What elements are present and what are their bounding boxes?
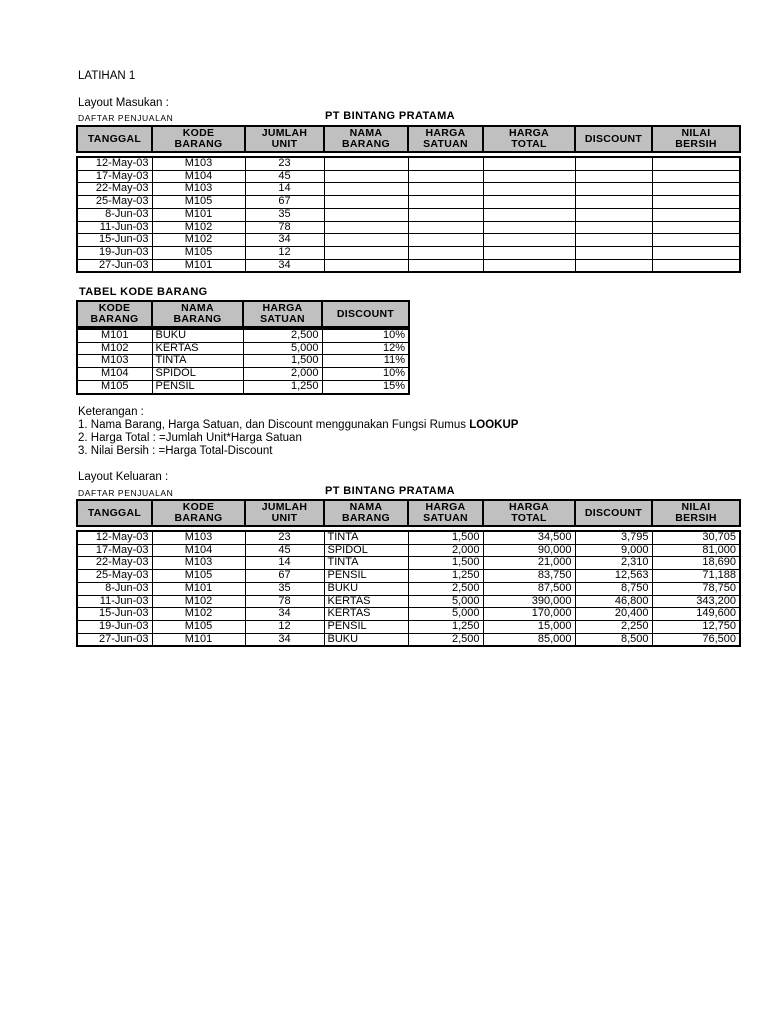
table-cell: 8-Jun-03 <box>77 208 152 221</box>
table-cell: 12-May-03 <box>77 531 152 544</box>
table-row <box>77 557 740 570</box>
note-2: 2. Harga Total : =Jumlah Unit*Harga Satuan <box>78 432 302 444</box>
table-cell: 35 <box>245 582 324 595</box>
table-cell <box>408 221 483 234</box>
table-cell: 76,500 <box>652 633 740 646</box>
table-cell <box>483 259 575 272</box>
table-cell: 12% <box>322 342 409 355</box>
table-row <box>77 570 740 583</box>
note-1-bold: LOOKUP <box>469 419 519 431</box>
header-cell: NAMA BARANG <box>152 301 243 327</box>
table-cell: M104 <box>77 368 152 381</box>
table-row <box>77 183 740 196</box>
table-cell: 14 <box>245 557 324 570</box>
table-cell: 9,000 <box>575 544 652 557</box>
table-cell: 170,000 <box>483 608 575 621</box>
code-table-header <box>76 300 410 328</box>
table-cell: 34 <box>245 608 324 621</box>
table-cell <box>324 170 408 183</box>
table-cell: 85,000 <box>483 633 575 646</box>
table-cell: 15-Jun-03 <box>77 234 152 247</box>
table-cell: M103 <box>77 355 152 368</box>
table-cell: 8,750 <box>575 582 652 595</box>
table-cell <box>324 221 408 234</box>
table-cell: 1,500 <box>408 557 483 570</box>
table-cell: M105 <box>152 196 245 209</box>
table-cell <box>324 196 408 209</box>
table-cell <box>408 259 483 272</box>
table-cell: 34 <box>245 633 324 646</box>
table-cell: 5,000 <box>408 608 483 621</box>
table-cell: M102 <box>152 234 245 247</box>
header-cell: HARGA TOTAL <box>483 500 575 526</box>
table-cell <box>575 196 652 209</box>
company-name: PT BINTANG PRATAMA <box>325 110 456 122</box>
table-row <box>77 329 409 342</box>
table-cell <box>483 246 575 259</box>
table-cell: 343,200 <box>652 595 740 608</box>
table-cell: 1,250 <box>243 380 322 393</box>
table-cell: PENSIL <box>324 620 408 633</box>
header-cell: KODE BARANG <box>77 301 152 327</box>
table-row <box>77 595 740 608</box>
table-cell <box>575 170 652 183</box>
table-cell: 23 <box>245 157 324 170</box>
table-cell <box>408 183 483 196</box>
code-table <box>76 328 410 395</box>
table-cell: 17-May-03 <box>77 544 152 557</box>
output-header-row <box>77 500 740 526</box>
table-cell: 71,188 <box>652 570 740 583</box>
header-cell: NILAI BERSIH <box>652 126 740 152</box>
table-cell: KERTAS <box>152 342 243 355</box>
table-cell: 22-May-03 <box>77 557 152 570</box>
table-row <box>77 380 409 393</box>
table-cell: 19-Jun-03 <box>77 246 152 259</box>
table-cell: 17-May-03 <box>77 170 152 183</box>
table-cell: 12-May-03 <box>77 157 152 170</box>
header-cell: HARGA SATUAN <box>243 301 322 327</box>
header-cell: KODE BARANG <box>152 500 245 526</box>
table-cell: KERTAS <box>324 608 408 621</box>
table-cell: 78 <box>245 595 324 608</box>
table-cell: 18,690 <box>652 557 740 570</box>
table-cell: 25-May-03 <box>77 196 152 209</box>
table-cell <box>575 259 652 272</box>
table-cell: TINTA <box>324 531 408 544</box>
sales-list-label: DAFTAR PENJUALAN <box>78 113 174 123</box>
table-cell: 11% <box>322 355 409 368</box>
table-cell: M104 <box>152 170 245 183</box>
table-cell <box>324 259 408 272</box>
table-row <box>77 633 740 646</box>
table-cell: 27-Jun-03 <box>77 259 152 272</box>
table-cell <box>575 157 652 170</box>
note-3: 3. Nilai Bersih : =Harga Total-Discount <box>78 445 273 457</box>
table-cell: 2,500 <box>408 633 483 646</box>
table-cell <box>324 183 408 196</box>
table-cell <box>575 246 652 259</box>
header-cell: DISCOUNT <box>322 301 409 327</box>
table-row <box>77 259 740 272</box>
table-cell: 81,000 <box>652 544 740 557</box>
table-cell: M102 <box>77 342 152 355</box>
note-1-text: 1. Nama Barang, Harga Satuan, dan Discount menggunakan Fungsi Rumus <box>78 419 467 431</box>
table-cell: 46,800 <box>575 595 652 608</box>
header-cell: TANGGAL <box>77 500 152 526</box>
input-header-row <box>77 126 740 152</box>
table-cell <box>483 157 575 170</box>
table-cell <box>575 208 652 221</box>
table-cell: 10% <box>322 329 409 342</box>
table-cell: 15% <box>322 380 409 393</box>
table-cell: 87,500 <box>483 582 575 595</box>
header-cell: TANGGAL <box>77 126 152 152</box>
table-cell: 11-Jun-03 <box>77 221 152 234</box>
table-cell: 34,500 <box>483 531 575 544</box>
table-cell: 11-Jun-03 <box>77 595 152 608</box>
header-cell: HARGA TOTAL <box>483 126 575 152</box>
table-row <box>77 544 740 557</box>
table-cell: 78 <box>245 221 324 234</box>
table-cell <box>483 208 575 221</box>
input-table <box>76 156 741 273</box>
table-cell: 3,795 <box>575 531 652 544</box>
table-cell <box>652 246 740 259</box>
table-cell <box>324 157 408 170</box>
table-cell: 12,563 <box>575 570 652 583</box>
table-cell: M103 <box>152 183 245 196</box>
table-cell <box>408 157 483 170</box>
table-row <box>77 208 740 221</box>
table-cell: M102 <box>152 221 245 234</box>
header-cell: HARGA SATUAN <box>408 126 483 152</box>
table-cell: 45 <box>245 544 324 557</box>
input-table-header <box>76 125 741 153</box>
table-cell <box>575 234 652 247</box>
table-cell: 8-Jun-03 <box>77 582 152 595</box>
table-cell: M102 <box>152 608 245 621</box>
table-cell: 30,705 <box>652 531 740 544</box>
table-cell <box>408 234 483 247</box>
exercise-title: LATIHAN 1 <box>78 70 136 82</box>
table-row <box>77 582 740 595</box>
table-cell <box>324 246 408 259</box>
code-table-title: TABEL KODE BARANG <box>79 286 208 298</box>
table-row <box>77 170 740 183</box>
table-cell: M103 <box>152 531 245 544</box>
table-cell: 35 <box>245 208 324 221</box>
table-cell: 78,750 <box>652 582 740 595</box>
table-cell: TINTA <box>324 557 408 570</box>
table-cell: 21,000 <box>483 557 575 570</box>
table-cell <box>575 183 652 196</box>
table-cell: 2,500 <box>243 329 322 342</box>
table-cell: 1,500 <box>243 355 322 368</box>
table-cell: 34 <box>245 234 324 247</box>
table-cell: BUKU <box>152 329 243 342</box>
table-cell: 83,750 <box>483 570 575 583</box>
table-cell <box>483 170 575 183</box>
table-cell: 25-May-03 <box>77 570 152 583</box>
table-cell: 19-Jun-03 <box>77 620 152 633</box>
table-cell: KERTAS <box>324 595 408 608</box>
table-cell: 34 <box>245 259 324 272</box>
table-cell <box>652 170 740 183</box>
table-cell: 90,000 <box>483 544 575 557</box>
table-cell <box>652 208 740 221</box>
table-cell: M105 <box>152 246 245 259</box>
table-cell: PENSIL <box>152 380 243 393</box>
table-cell: 2,310 <box>575 557 652 570</box>
table-cell <box>652 196 740 209</box>
table-cell: M101 <box>77 329 152 342</box>
output-layout-label: Layout Keluaran : <box>78 471 169 483</box>
table-cell: M103 <box>152 157 245 170</box>
company-name-2: PT BINTANG PRATAMA <box>325 485 456 497</box>
table-cell <box>652 221 740 234</box>
table-cell: 1,500 <box>408 531 483 544</box>
header-cell: JUMLAH UNIT <box>245 500 324 526</box>
table-cell: 8,500 <box>575 633 652 646</box>
input-layout-label: Layout Masukan : <box>78 97 169 109</box>
table-cell <box>652 234 740 247</box>
code-header-row <box>77 301 409 327</box>
header-cell: NAMA BARANG <box>324 126 408 152</box>
table-cell <box>408 208 483 221</box>
output-table-header <box>76 499 741 527</box>
table-cell: TINTA <box>152 355 243 368</box>
table-row <box>77 355 409 368</box>
table-cell: 1,250 <box>408 620 483 633</box>
table-cell: PENSIL <box>324 570 408 583</box>
output-table <box>76 530 741 647</box>
table-cell: BUKU <box>324 582 408 595</box>
table-cell: 15,000 <box>483 620 575 633</box>
table-cell: 67 <box>245 570 324 583</box>
notes-title: Keterangan : <box>78 406 144 418</box>
table-cell: M101 <box>152 633 245 646</box>
table-cell: 149,600 <box>652 608 740 621</box>
table-row <box>77 608 740 621</box>
table-cell: 23 <box>245 531 324 544</box>
table-cell <box>652 157 740 170</box>
table-cell <box>483 183 575 196</box>
table-cell: SPIDOL <box>152 368 243 381</box>
table-row <box>77 368 409 381</box>
table-row <box>77 342 409 355</box>
table-cell <box>324 234 408 247</box>
header-cell: KODE BARANG <box>152 126 245 152</box>
table-cell: 45 <box>245 170 324 183</box>
table-cell: 14 <box>245 183 324 196</box>
table-cell: M103 <box>152 557 245 570</box>
table-cell: 5,000 <box>408 595 483 608</box>
sales-list-label-2: DAFTAR PENJUALAN <box>78 488 174 498</box>
table-cell: 2,000 <box>408 544 483 557</box>
table-cell: 22-May-03 <box>77 183 152 196</box>
table-cell: M102 <box>152 595 245 608</box>
table-row <box>77 620 740 633</box>
table-cell: M101 <box>152 582 245 595</box>
table-cell: M104 <box>152 544 245 557</box>
table-cell: M105 <box>77 380 152 393</box>
table-cell: 27-Jun-03 <box>77 633 152 646</box>
table-cell: 12,750 <box>652 620 740 633</box>
table-row <box>77 157 740 170</box>
header-cell: DISCOUNT <box>575 500 652 526</box>
table-cell <box>483 234 575 247</box>
table-cell <box>408 246 483 259</box>
table-cell: SPIDOL <box>324 544 408 557</box>
table-cell: M105 <box>152 620 245 633</box>
table-cell: 15-Jun-03 <box>77 608 152 621</box>
header-cell: JUMLAH UNIT <box>245 126 324 152</box>
table-row <box>77 221 740 234</box>
table-cell: M101 <box>152 259 245 272</box>
table-cell <box>652 183 740 196</box>
table-cell: 390,000 <box>483 595 575 608</box>
table-cell: 67 <box>245 196 324 209</box>
header-cell: NAMA BARANG <box>324 500 408 526</box>
table-cell <box>575 221 652 234</box>
table-row <box>77 196 740 209</box>
table-cell: 2,000 <box>243 368 322 381</box>
table-cell: 2,250 <box>575 620 652 633</box>
table-cell: M101 <box>152 208 245 221</box>
table-cell <box>483 196 575 209</box>
table-cell: BUKU <box>324 633 408 646</box>
table-cell <box>324 208 408 221</box>
table-cell <box>483 221 575 234</box>
note-1 <box>78 419 518 431</box>
table-cell: 20,400 <box>575 608 652 621</box>
table-row <box>77 234 740 247</box>
table-cell <box>408 170 483 183</box>
table-cell: 12 <box>245 246 324 259</box>
header-cell: NILAI BERSIH <box>652 500 740 526</box>
header-cell: HARGA SATUAN <box>408 500 483 526</box>
table-cell: 12 <box>245 620 324 633</box>
table-cell: 5,000 <box>243 342 322 355</box>
table-cell <box>652 259 740 272</box>
table-cell <box>408 196 483 209</box>
header-cell: DISCOUNT <box>575 126 652 152</box>
table-row <box>77 531 740 544</box>
table-cell: M105 <box>152 570 245 583</box>
table-cell: 2,500 <box>408 582 483 595</box>
table-row <box>77 246 740 259</box>
table-cell: 1,250 <box>408 570 483 583</box>
table-cell: 10% <box>322 368 409 381</box>
